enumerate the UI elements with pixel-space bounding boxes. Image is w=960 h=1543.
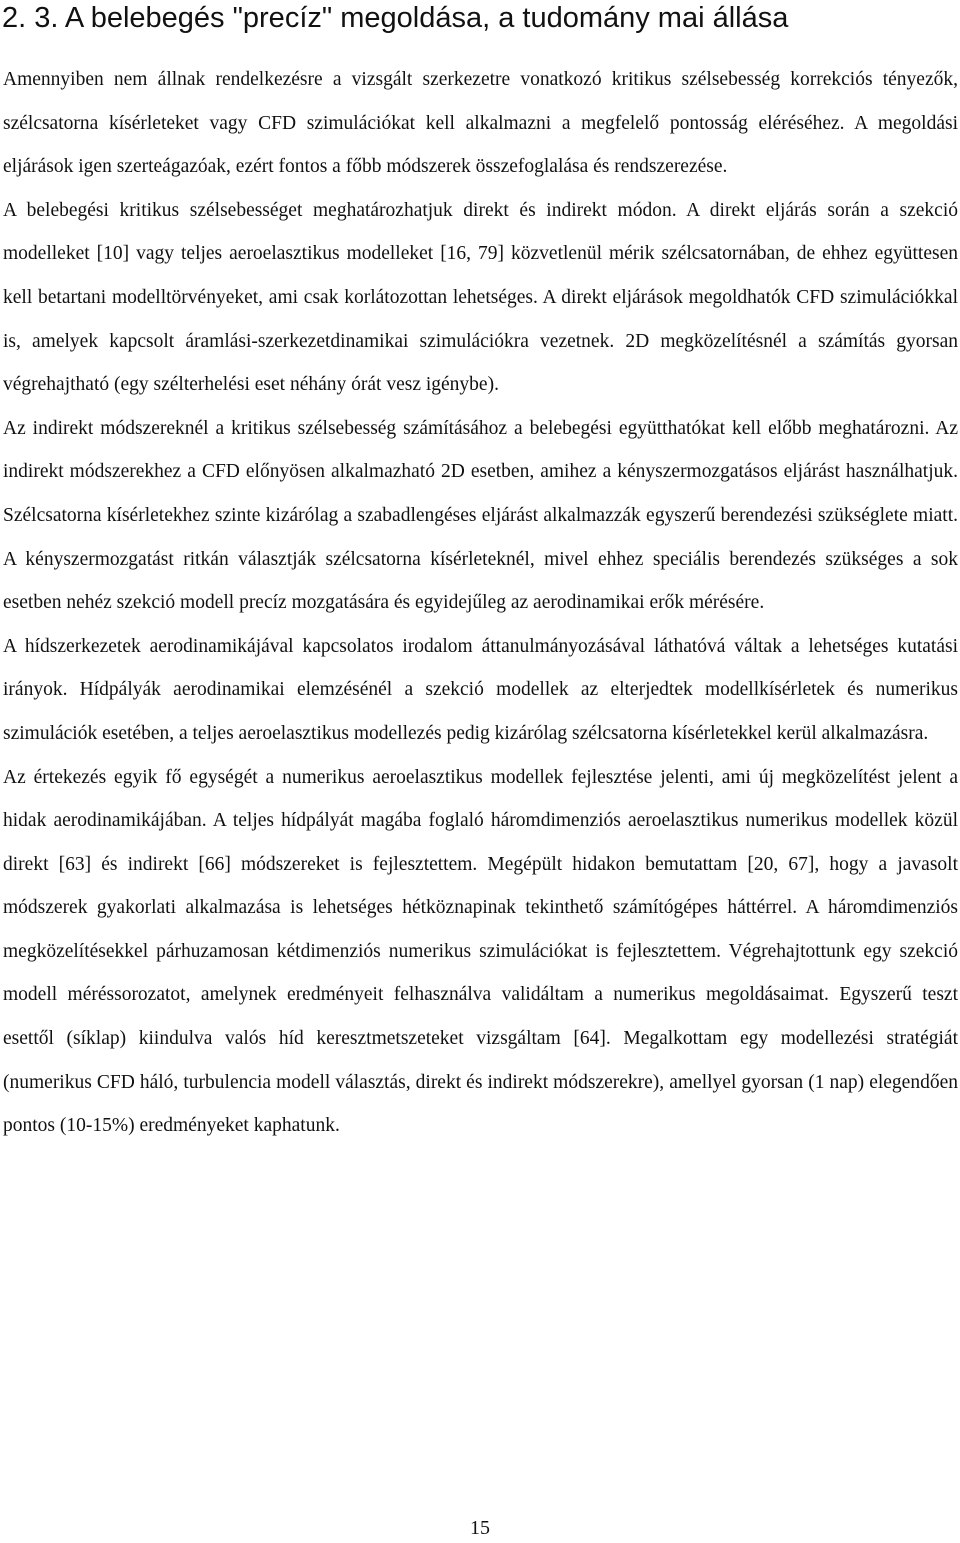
paragraph-indirect-method: Az indirekt módszereknél a kritikus szélsebesség számításához a belebegési együtthatókat kell előbb meghatározni. Az indirekt módszerekhez a CFD előnyösen alkalmazható 2D esetben, amihez a kényszermozgatásos eljárást használhatjuk. Szélcsatorna kísérletekhez szinte kizárólag a szabadlengéses eljárást alkalmazzák egyszerű berendezési szükséglete miatt. A kényszermozgatást ritkán választják szélcsatorna kísérleteknél, mivel ehhez speciális berendezés szükséges a sok esetben nehéz szekció modell precíz mozgatására és egyidejűleg az aerodinamikai erők mérésére.: [3, 417, 958, 614]
body-text: [3, 58, 958, 1148]
paragraph-direct-method: A belebegési kritikus szélsebességet meghatározhatjuk direkt és indirekt módon. A direkt eljárás során a szekció modelleket [10] vagy teljes aeroelasztikus modelleket [16, 79] közvetlenül mérik szélcsatornában, de ehhez együttesen kell betartani modelltörvényeket, ami csak korlátozottan lehetséges. A direkt eljárások megoldhatók CFD szimulációkkal is, amelyek kapcsolt áramlási-szerkezetdinamikai szimulációkra vezetnek. 2D megközelítésnél a számítás gyorsan végrehajtható (egy szélterhelési eset néhány órát vesz igénybe).: [3, 199, 958, 396]
section-title: A belebegés "precíz" megoldása, a tudomány mai állása: [64, 2, 789, 34]
paragraph-literature: A hídszerkezetek aerodinamikájával kapcsolatos irodalom áttanulmányozásával láthatóvá váltak a lehetséges kutatási irányok. Hídpályák aerodinamikai elemzésénél a szekció modellek az elterjedtek modellkísérletek és numerikus szimulációk esetében, a teljes aeroelasztikus modellezés pedig kizárólag szélcsatorna kísérletekkel kerül alkalmazásra.: [3, 635, 958, 744]
section-heading: [2, 0, 788, 36]
page-number: 15: [470, 1517, 490, 1539]
paragraph-intro: Amennyiben nem állnak rendelkezésre a vizsgált szerkezetre vonatkozó kritikus szélsebesség korrekciós tényezők, szélcsatorna kísérleteket vagy CFD szimulációkat kell alkalmazni a megfelelő pontosság eléréséhez. A megoldási eljárások igen szerteágazóak, ezért fontos a főbb módszerek összefoglalása és rendszerezése.: [3, 69, 958, 178]
paragraph-thesis-contribution: Az értekezés egyik fő egységét a numerikus aeroelasztikus modellek fejlesztése jelenti, ami új megközelítést jelent a hidak aerodinamikájában. A teljes hídpályát magába foglaló háromdimenziós aeroelasztikus numerikus modellek közül direkt [63] és indirekt [66] módszereket is fejlesztettem. Megépült hidakon bemutattam [20, 67], hogy a javasolt módszerek gyakorlati alkalmazása is lehetséges hétköznapinak tekinthető számítógépes háttérrel. A háromdimenziós megközelítésekkel párhuzamosan kétdimenziós numerikus szimulációkat is fejlesztettem. Végrehajtottunk egy szekció modell méréssorozatot, amelynek eredményeit felhasználva validáltam a numerikus megoldásaimat. Egyszerű teszt esettől (síklap) kiindulva valós híd keresztmetszeteket vizsgáltam [64]. Megalkottam egy modellezési stratégiát (numerikus CFD háló, turbulencia modell választás, direkt és indirekt módszerekre), amellyel gyorsan (1 nap) elegendően pontos (10-15%) eredményeket kaphatunk.: [3, 766, 958, 1137]
section-number: 2. 3.: [2, 2, 59, 34]
